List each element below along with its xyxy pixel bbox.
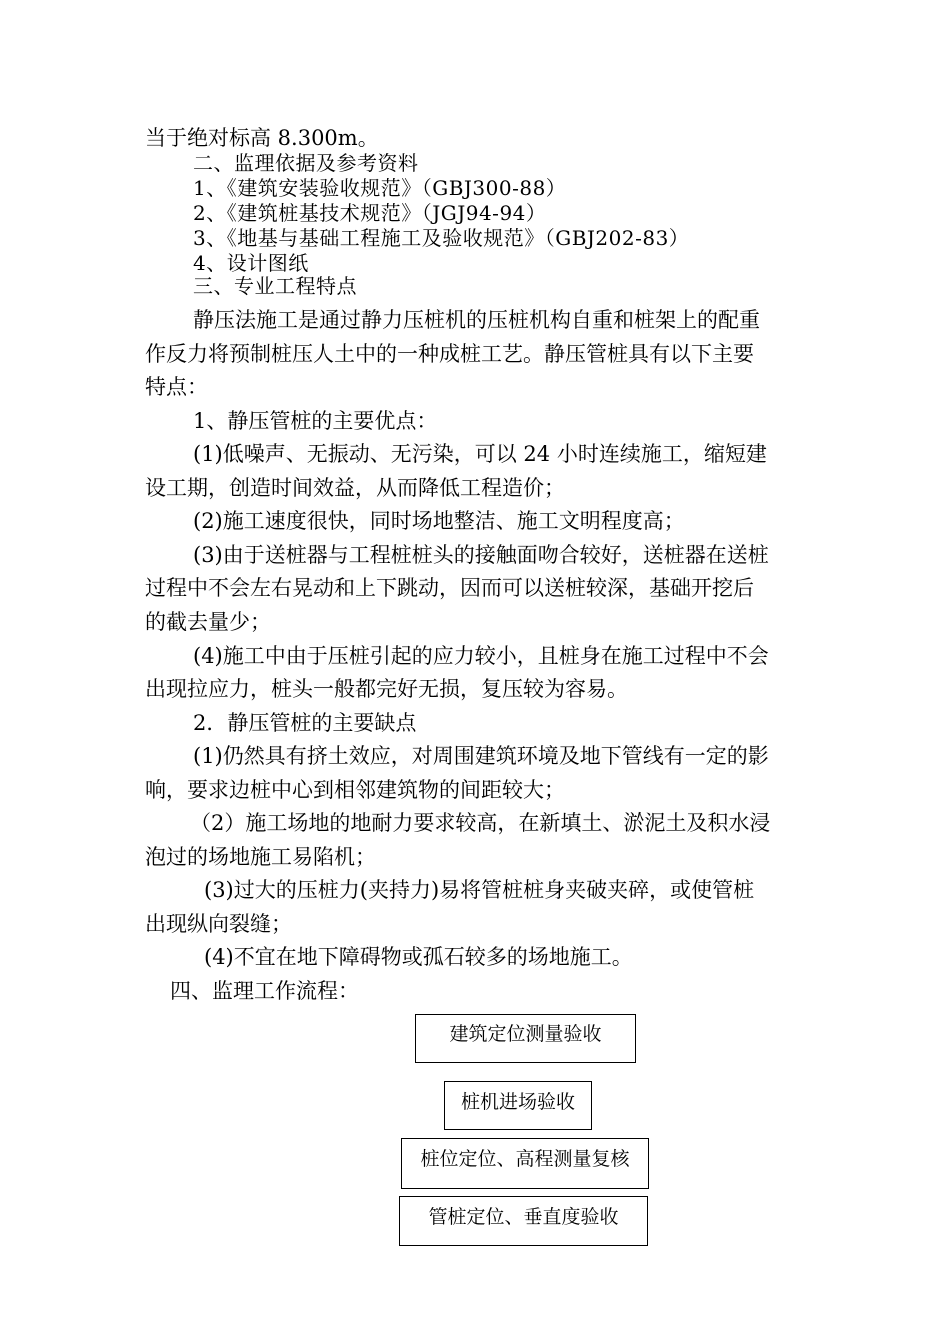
text-line: （2）施工场地的地耐力要求较高，在新填土、淤泥土及积水浸 xyxy=(190,811,771,835)
text-line: 泡过的场地施工易陷机； xyxy=(145,845,376,869)
text-line: (1)低噪声、无振动、无污染，可以 24 小时连续施工，缩短建 xyxy=(193,442,767,466)
text-line: (4)不宜在地下障碍物或孤石较多的场地施工。 xyxy=(204,945,633,969)
text-line: 作反力将预制桩压人土中的一种成桩工艺。静压管桩具有以下主要 xyxy=(145,342,754,366)
flow-step-label: 建筑定位测量验收 xyxy=(449,1023,602,1045)
text-line: (3)由于送桩器与工程桩桩头的接触面吻合较好，送桩器在送桩 xyxy=(193,543,769,567)
flow-step-box xyxy=(399,1196,648,1246)
text-line: (3)过大的压桩力(夹持力)易将管桩桩身夹破夹碎，或使管桩 xyxy=(204,878,755,902)
text-line: 当于绝对标高 8.300m。 xyxy=(145,126,379,150)
reference-item: 3、《地基与基础工程施工及验收规范》（GBJ202-83） xyxy=(193,226,690,250)
section-heading: 四、监理工作流程： xyxy=(170,979,359,1003)
reference-item: 2、《建筑桩基技术规范》（JGJ94-94） xyxy=(193,201,547,225)
text-line: (4)施工中由于压桩引起的应力较小，且桩身在施工过程中不会 xyxy=(193,644,769,668)
text-line: 出现拉应力，桩头一般都完好无损，复压较为容易。 xyxy=(145,677,628,701)
text-line: 出现纵向裂缝； xyxy=(145,912,292,936)
text-line: 的截去量少； xyxy=(145,610,271,634)
subheading: 2．静压管桩的主要缺点 xyxy=(193,711,417,735)
reference-item: 1、《建筑安装验收规范》（GBJ300-88） xyxy=(193,176,567,200)
section-heading: 二、监理依据及参考资料 xyxy=(193,151,419,175)
flow-step-label: 管桩定位、垂直度验收 xyxy=(428,1206,619,1228)
section-heading: 三、专业工程特点 xyxy=(193,274,357,298)
flow-step-label: 桩机进场验收 xyxy=(460,1091,575,1113)
flow-step-box xyxy=(415,1014,636,1063)
text-line: 特点： xyxy=(145,375,208,399)
text-line: 静压法施工是通过静力压桩机的压桩机构自重和桩架上的配重 xyxy=(193,308,760,332)
subheading: 1、静压管桩的主要优点： xyxy=(193,409,438,433)
text-line: (1)仍然具有挤土效应，对周围建筑环境及地下管线有一定的影 xyxy=(193,744,769,768)
text-line: 设工期，创造时间效益，从而降低工程造价； xyxy=(145,476,565,500)
flow-step-box xyxy=(444,1081,592,1130)
text-line: (2)施工速度很快，同时场地整洁、施工文明程度高； xyxy=(193,509,685,533)
text-line: 响，要求边桩中心到相邻建筑物的间距较大； xyxy=(145,778,565,802)
text-line: 过程中不会左右晃动和上下跳动，因而可以送桩较深，基础开挖后 xyxy=(145,576,754,600)
flow-step-label: 桩位定位、高程测量复核 xyxy=(420,1148,630,1170)
flow-step-box xyxy=(401,1138,649,1189)
reference-item: 4、设计图纸 xyxy=(193,251,309,275)
